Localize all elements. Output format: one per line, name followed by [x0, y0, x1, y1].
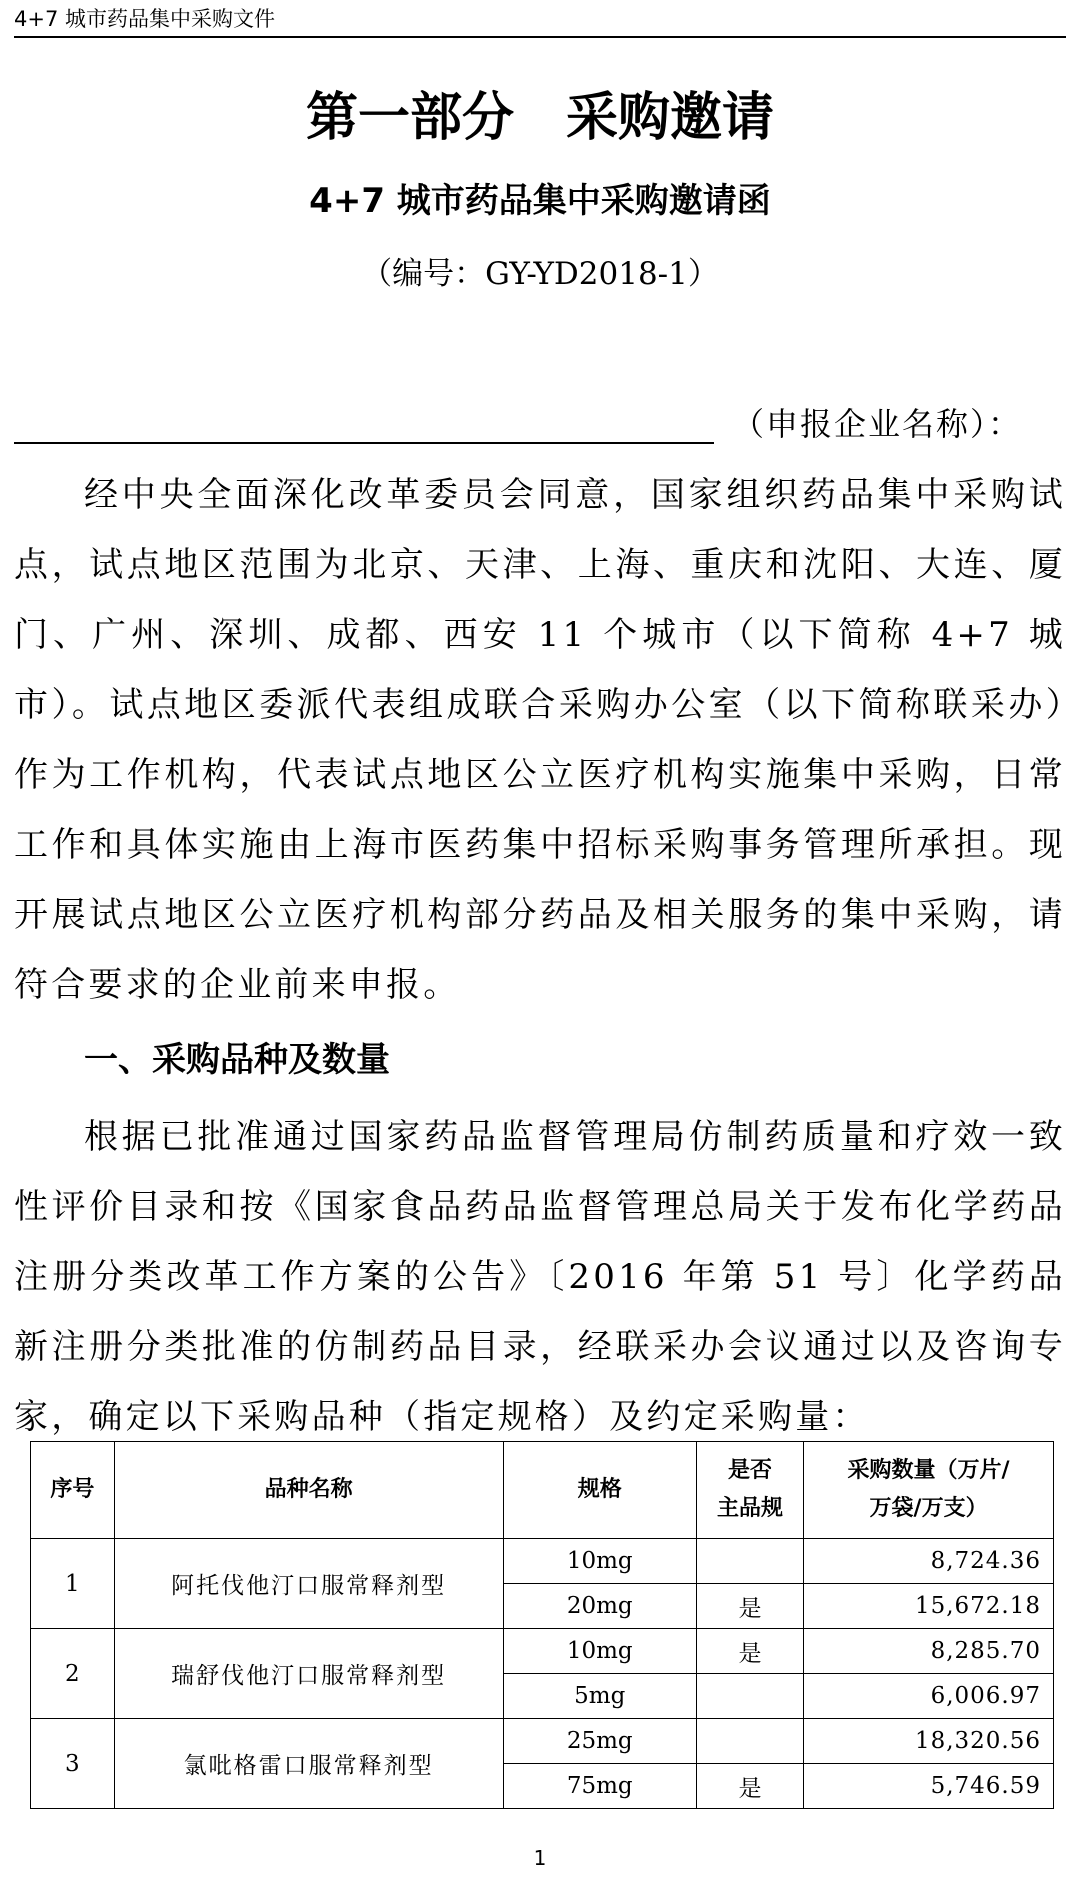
table-row [31, 1629, 1054, 1674]
cell-qty: 8,724.36 [804, 1539, 1054, 1584]
cell-main: 是 [696, 1584, 803, 1629]
header-seq: 序号 [31, 1442, 115, 1539]
cell-qty: 5,746.59 [804, 1764, 1054, 1809]
recipient-label: （申报企业名称）： [732, 405, 1023, 443]
recipient-line [14, 402, 1066, 448]
header-name: 品种名称 [114, 1442, 503, 1539]
cell-main: 是 [696, 1629, 803, 1674]
running-header [14, 4, 1066, 38]
procurement-table [30, 1441, 1054, 1809]
header-quantity [804, 1442, 1054, 1539]
cell-qty: 15,672.18 [804, 1584, 1054, 1629]
cell-seq: 1 [31, 1539, 115, 1629]
basis-paragraph: 根据已批准通过国家药品监督管理局仿制药质量和疗效一致性评价目录和按《国家食品药品监督管理总局关于发布化学药品注册分类改革工作方案的公告》〔2016 年第 51 号〕化学药品新注册分类批准的仿制药品目录，经联采办会议通过以及咨询专家，确定以下采购品种（指定规格）及约定采购量： [14, 1117, 1066, 1437]
cell-main [696, 1719, 803, 1764]
cell-drug-name: 氯吡格雷口服常释剂型 [114, 1719, 503, 1809]
letter-subtitle: 4+7 城市药品集中采购邀请函 [309, 181, 771, 221]
table-row [31, 1539, 1054, 1584]
cell-main: 是 [696, 1764, 803, 1809]
header-text: 4+7 城市药品集中采购文件 [14, 7, 275, 31]
cell-seq: 3 [31, 1719, 115, 1809]
cell-main [696, 1674, 803, 1719]
cell-drug-name: 瑞舒伐他汀口服常释剂型 [114, 1629, 503, 1719]
header-qty-line2: 万袋/万支） [869, 1496, 988, 1521]
cell-spec: 10mg [503, 1539, 696, 1584]
cell-drug-name: 阿托伐他汀口服常释剂型 [114, 1539, 503, 1629]
document-number: （编号：GY-YD2018-1） [361, 256, 719, 292]
cell-main [696, 1539, 803, 1584]
table-row [31, 1719, 1054, 1764]
header-spec: 规格 [503, 1442, 696, 1539]
cell-spec: 5mg [503, 1674, 696, 1719]
cell-qty: 18,320.56 [804, 1719, 1054, 1764]
cell-spec: 10mg [503, 1629, 696, 1674]
page-number: 1 [533, 1846, 547, 1870]
part-title: 第一部分 采购邀请 [305, 88, 774, 148]
header-qty-line1: 采购数量（万片/ [847, 1458, 1010, 1483]
cell-spec: 20mg [503, 1584, 696, 1629]
cell-seq: 2 [31, 1629, 115, 1719]
table-header-row [31, 1442, 1054, 1539]
section-heading-procurement: 一、采购品种及数量 [84, 1040, 390, 1080]
cell-qty: 6,006.97 [804, 1674, 1054, 1719]
cell-qty: 8,285.70 [804, 1629, 1054, 1674]
intro-paragraph: 经中央全面深化改革委员会同意，国家组织药品集中采购试点，试点地区范围为北京、天津、上海、重庆和沈阳、大连、厦门、广州、深圳、成都、西安 11 个城市（以下简称 4+7 城市）。试点地区委派代表组成联合采购办公室（以下简称联采办）作为工作机构，代表试点地区公立医疗机构实施集中采购，日常工作和具体实施由上海市医药集中招标采购事务管理所承担。现开展试点地区公立医疗机构部分药品及相关服务的集中采购，请符合要求的企业前来申报。 [14, 475, 1066, 1005]
cell-spec: 25mg [503, 1719, 696, 1764]
cell-spec: 75mg [503, 1764, 696, 1809]
header-main-spec [696, 1442, 803, 1539]
header-main-line2: 主品规 [716, 1496, 783, 1521]
recipient-blank-underline [14, 442, 714, 444]
header-main-line1: 是否 [727, 1458, 772, 1483]
